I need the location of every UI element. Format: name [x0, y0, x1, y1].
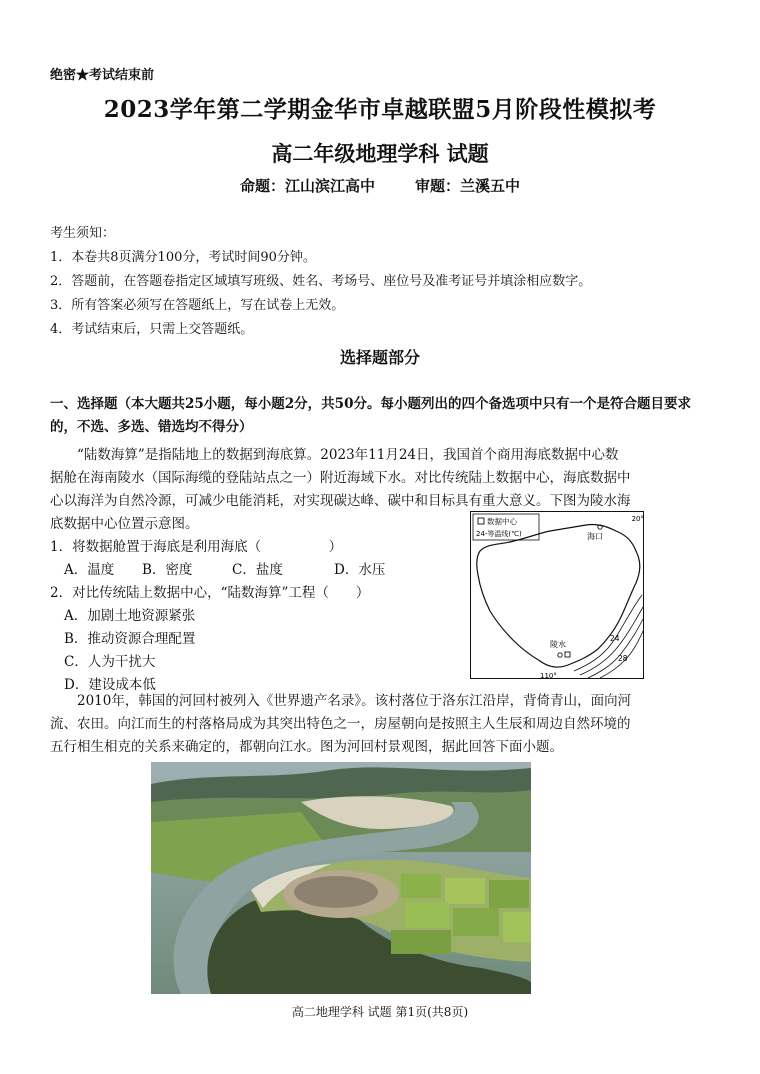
notice-item: 3．所有答案必须写在答题纸上，写在试卷上无效。	[50, 298, 345, 313]
passage-line: “陆数海算”是指陆地上的数据到海底算。2023年11月24日，我国首个商用海底数据中心数	[77, 447, 619, 463]
isotherm-label-24: 24	[610, 634, 620, 643]
exam-subtitle: 高二年级地理学科 试题	[271, 141, 489, 166]
legend-data-center: 数据中心	[487, 517, 517, 526]
passage-line: 据舱在海南陵水（国际海缆的登陆站点之一）附近海域下水。对比传统陆上数据中心，海底数据中	[50, 470, 631, 486]
exam-authors	[0, 175, 760, 196]
question-heading: 一、选择题（本大题共25小题，每小题2分，共50分。每小题列出的四个备选项中只有一个是符合题目要求的，不选、多选、错选均不得分）	[50, 396, 691, 435]
confidential-mark: 绝密★考试结束前	[50, 68, 155, 83]
longitude-label: 110°	[540, 672, 557, 679]
exam-title: 2023学年第二学期金华市卓越联盟5月阶段性模拟考	[103, 96, 657, 123]
passage-line: 2010年，韩国的河回村被列入《世界遗产名录》。该村落位于洛东江沿岸，背倚青山，面向河	[77, 693, 632, 709]
notice-item: 2．答题前，在答题卷指定区域填写班级、姓名、考场号、座位号及准考证号并填涂相应数字。	[50, 274, 592, 289]
question-1-stem: 1．将数据舱置于海底是利用海底（ ）	[50, 539, 343, 555]
passage-line: 流、农田。向江而生的村落格局成为其突出特色之一，房屋朝向是按照主人生辰和周边自然环境的	[50, 716, 631, 732]
question-2-stem: 2．对比传统陆上数据中心，“陆数海算”工程（ ）	[50, 585, 370, 601]
question-2-option-b: B．推动资源合理配置	[64, 631, 196, 647]
question-2-option-a: A．加剧土地资源紧张	[64, 608, 196, 624]
latitude-label: 20°	[631, 515, 644, 523]
lingshui-location-map	[470, 511, 644, 679]
question-1-option-c: C．盐度	[232, 562, 283, 578]
passage-line: 底数据中心位置示意图。	[50, 516, 199, 532]
legend-isotherm: 24-等温线(℃)	[476, 530, 522, 538]
label-lingshui: 陵水	[550, 640, 566, 649]
question-1-option-a: A．温度	[64, 562, 115, 578]
question-2-option-c: C．人为干扰大	[64, 654, 156, 670]
passage-line: 五行相生相克的关系来确定的，都朝向江水。图为河回村景观图，据此回答下面小题。	[50, 739, 563, 755]
hahoe-village-aerial-photo	[151, 762, 531, 994]
notice-item: 1．本卷共8页满分100分，考试时间90分钟。	[50, 250, 316, 265]
question-1-option-b: B．密度	[142, 562, 193, 578]
passage-line: 心以海洋为自然冷源，可减少电能消耗，对实现碳达峰、碳中和目标具有重大意义。下图为陵水海	[50, 493, 631, 509]
question-2-option-d: D．建设成本低	[64, 677, 156, 693]
author-reviewer: 审题：兰溪五中	[415, 177, 521, 195]
isotherm-label-28: 28	[618, 654, 628, 663]
author-proposer: 命题：江山滨江高中	[239, 177, 375, 195]
question-1-option-d: D．水压	[334, 562, 386, 578]
label-haikou: 海口	[587, 532, 603, 541]
page-footer: 高二地理学科 试题 第1页(共8页)	[291, 1005, 469, 1019]
section-title: 选择题部分	[339, 348, 420, 367]
notice-item: 4．考试结束后，只需上交答题纸。	[50, 322, 254, 337]
notice-heading: 考生须知：	[50, 226, 116, 241]
